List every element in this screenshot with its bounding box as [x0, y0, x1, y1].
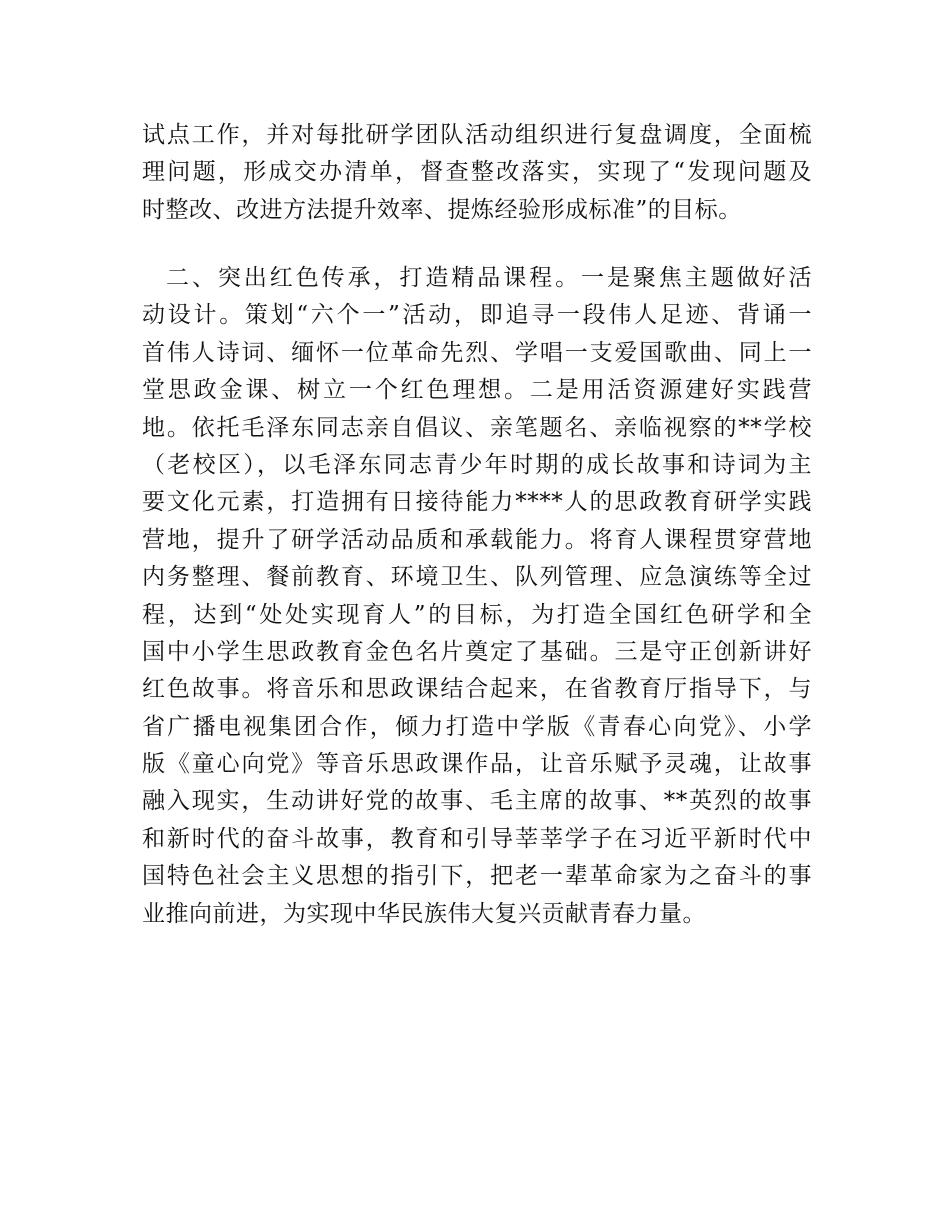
- paragraph-line: 内务整理、餐前教育、环境卫生、队列管理、应急演练等全过: [142, 564, 812, 591]
- paragraph-line: 理问题，形成交办清单，督查整改落实，实现了“发现问题及: [142, 159, 812, 186]
- paragraph-line: 动设计。策划“六个一”活动，即追寻一段伟人足迹、背诵一: [142, 302, 812, 329]
- paragraph-line: 红色故事。将音乐和思政课结合起来，在省教育厅指导下，与: [142, 676, 812, 703]
- paragraph-line: 程，达到“处处实现育人”的目标，为打造全国红色研学和全: [142, 601, 812, 628]
- paragraph-line: 版《童心向党》等音乐思政课作品，让音乐赋予灵魂，让故事: [142, 751, 812, 778]
- paragraph-line: 要文化元素，打造拥有日接待能力****人的思政教育研学实践: [142, 489, 812, 516]
- paragraph-line: 融入现实，生动讲好党的故事、毛主席的故事、**英烈的故事: [142, 788, 812, 815]
- paragraph-line: 二、突出红色传承，打造精品课程。一是聚焦主题做好活: [166, 265, 812, 291]
- paragraph-line: 首伟人诗词、缅怀一位革命先烈、学唱一支爱国歌曲、同上一: [142, 339, 812, 366]
- paragraph-line: 试点工作，并对每批研学团队活动组织进行复盘调度，全面梳: [142, 122, 812, 148]
- paragraph-2: [142, 260, 812, 933]
- paragraph-line: 营地，提升了研学活动品质和承载能力。将育人课程贯穿营地: [142, 526, 812, 553]
- paragraph-1: [142, 117, 812, 229]
- paragraph-line: （老校区），以毛泽东同志青少年时期的成长故事和诗词为主: [142, 451, 812, 478]
- paragraph-line: 堂思政金课、树立一个红色理想。二是用活资源建好实践营: [142, 377, 812, 404]
- paragraph-line: 省广播电视集团合作，倾力打造中学版《青春心向党》、小学: [142, 713, 812, 740]
- paragraph-line: 时整改、改进方法提升效率、提炼经验形成标准”的目标。: [142, 196, 742, 223]
- paragraph-line: 和新时代的奋斗故事，教育和引导莘莘学子在习近平新时代中: [142, 825, 812, 852]
- paragraph-line: 国特色社会主义思想的指引下，把老一辈革命家为之奋斗的事: [142, 863, 812, 890]
- paragraph-line: 国中小学生思政教育金色名片奠定了基础。三是守正创新讲好: [142, 638, 812, 665]
- paragraph-line: 地。依托毛泽东同志亲自倡议、亲笔题名、亲临视察的**学校: [142, 414, 812, 441]
- paragraph-line: 业推向前进，为实现中华民族伟大复兴贡献青春力量。: [142, 900, 706, 927]
